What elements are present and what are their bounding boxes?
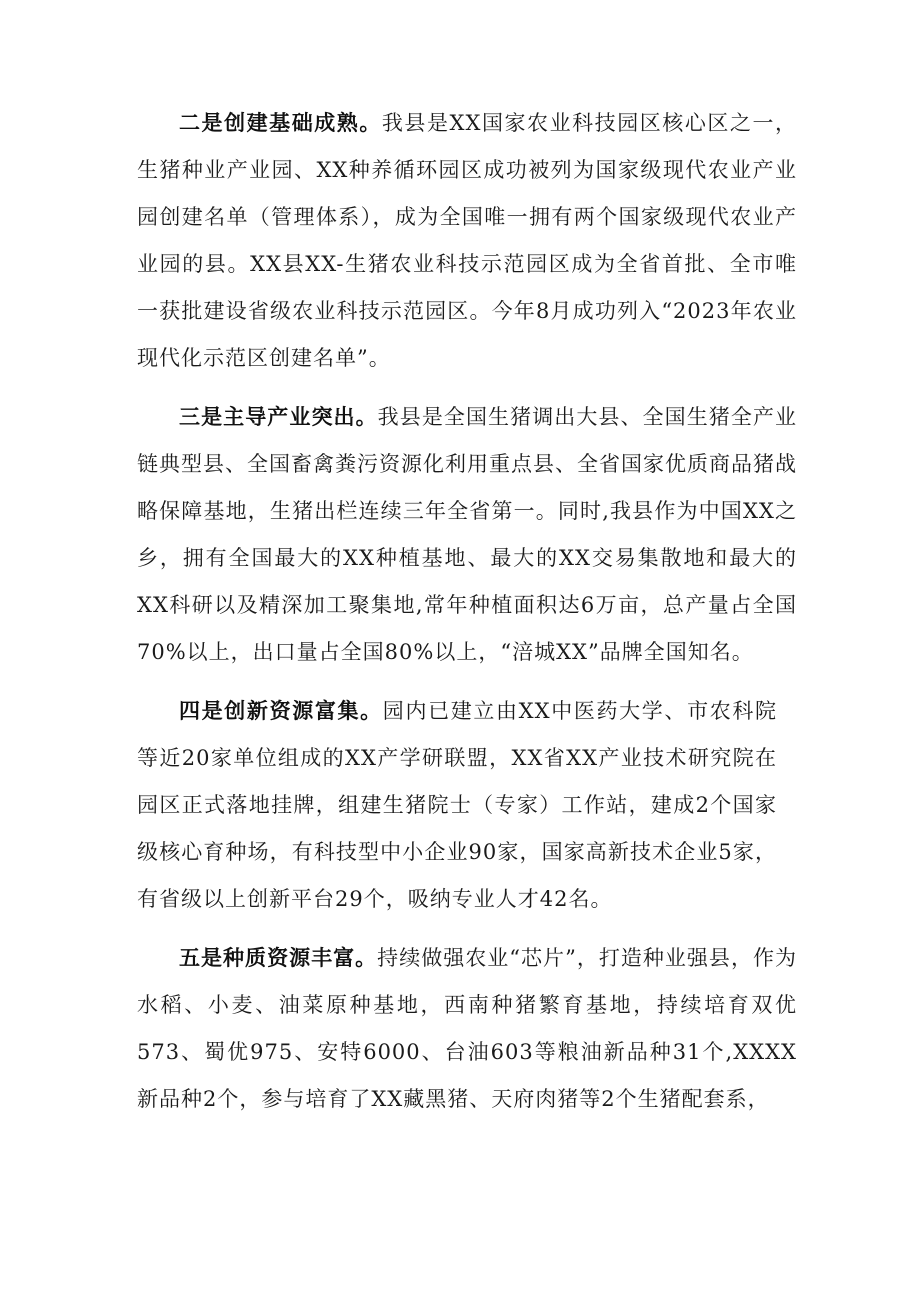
paragraph-heading: 四是创新资源富集。 [179,699,383,723]
paragraph-text: 园内已建立由XX中医药大学、市农科院等近20家单位组成的XX产学研联盟，XX省XX产业技术研究院在园区正式落地挂牌，组建生猪院士（专家）工作站，建成2个国家级核心育种场，有科技型中小企业90家，国家高新技术企业5家，有省级以上创新平台29个，吸纳专业人才42名。 [137,699,777,911]
paragraph-text: 我县是全国生猪调出大县、全国生猪全产业链典型县、全国畜禽粪污资源化利用重点县、全省国家优质商品猪战略保障基地，生猪出栏连续三年全省第一。同时,我县作为中国XX之乡，拥有全国最大的XX种植基地、最大的XX交易集散地和最大的XX科研以及精深加工聚集地,常年种植面积达6万亩，总产量占全国70%以上，出口量占全国80%以上，“涪城XX”品牌全国知名。 [137,405,798,664]
paragraph-foundation [137,100,797,382]
paragraph-text: 我县是XX国家农业科技园区核心区之一，生猪种业产业园、XX种养循环园区成功被列为国家级现代农业产业园创建名单（管理体系），成为全国唯一拥有两个国家级现代农业产业园的县。XX县XX-生猪农业科技示范园区成为全省首批、全市唯一获批建设省级农业科技示范园区。今年8月成功列入“2023年农业现代化示范区创建名单”。 [137,111,798,370]
paragraph-heading: 三是主导产业突出。 [179,405,378,429]
paragraph-heading: 二是创建基础成熟。 [179,111,382,135]
paragraph-industry [137,394,797,676]
paragraph-germplasm [137,935,797,1123]
paragraph-text: 持续做强农业“芯片”，打造种业强县，作为水稻、小麦、油菜原种基地，西南种猪繁育基地，持续培育双优573、蜀优975、安特6000、台油603等粮油新品种31个,XXXX新品种2个，参与培育了XX藏黑猪、天府肉猪等2个生猪配套系， [137,946,797,1111]
paragraph-innovation [137,688,777,923]
paragraph-heading: 五是种质资源丰富。 [179,946,378,970]
document-body [137,100,797,1137]
